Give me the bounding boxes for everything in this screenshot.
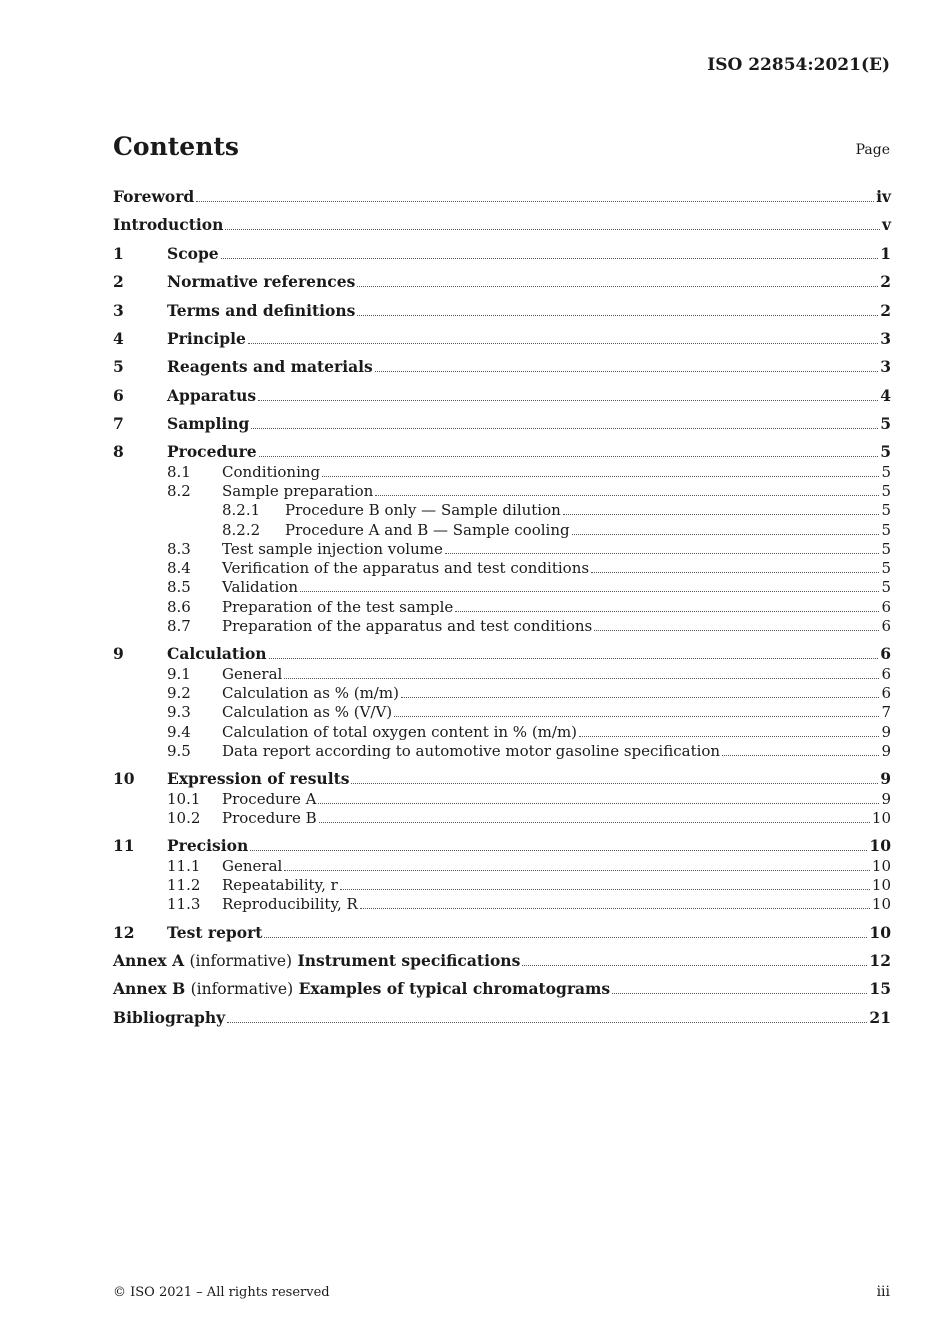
toc-entry-number: 1 <box>113 244 124 263</box>
toc-entry-page: 5 <box>881 501 891 519</box>
toc-entry-page: 9 <box>881 790 891 808</box>
toc-entry-label: Expression of results <box>167 769 350 788</box>
toc-entry-number: 10.1 <box>167 790 201 808</box>
toc-entry-9-1[interactable] <box>113 663 891 683</box>
toc-entry-page: 5 <box>881 559 891 577</box>
toc-entry-number: 3 <box>113 301 124 320</box>
toc-entry-page: 5 <box>881 463 891 481</box>
toc-entry-12[interactable] <box>113 922 891 942</box>
toc-entry-number: 8.6 <box>167 598 191 616</box>
annex-type: (informative) <box>189 952 293 970</box>
toc-entry-label: Validation <box>222 578 299 596</box>
toc-entry-number: 12 <box>113 923 135 942</box>
toc-entry-page: 10 <box>871 895 891 913</box>
toc-entry-page: 10 <box>869 923 891 942</box>
toc-entry-label: Calculation <box>167 644 267 663</box>
toc-entry-11-1[interactable] <box>113 855 891 875</box>
toc-entry-label: Normative references <box>167 272 356 291</box>
toc-entry-label: Procedure <box>167 442 257 461</box>
toc-entry-label: Sample preparation <box>222 482 374 500</box>
dot-leader <box>319 822 870 823</box>
toc-entry-1[interactable] <box>113 243 891 263</box>
toc-entry-page: 5 <box>880 414 891 433</box>
toc-entry-label <box>113 979 610 998</box>
dot-leader <box>591 572 879 573</box>
toc-entry-9-2[interactable] <box>113 682 891 702</box>
toc-entry-page: 10 <box>871 876 891 894</box>
toc-entry-8-6[interactable] <box>113 596 891 616</box>
toc-entry-label: Preparation of the apparatus and test conditions <box>222 617 593 635</box>
toc-entry-label: Introduction <box>113 215 224 234</box>
dot-leader <box>300 591 879 592</box>
toc-entry-label: Apparatus <box>167 386 257 405</box>
toc-entry-number: 9.4 <box>167 723 191 741</box>
toc-entry-8-2-1[interactable] <box>113 499 891 519</box>
toc-entry-label: Sampling <box>167 414 250 433</box>
toc-entry-10-2[interactable] <box>113 807 891 827</box>
toc-entry-label: Procedure A and B — Sample cooling <box>285 521 570 539</box>
toc-entry-page: 1 <box>880 244 891 263</box>
toc-entry-number: 8.4 <box>167 559 191 577</box>
toc-entry-page: 15 <box>869 979 891 998</box>
toc-entry-11-2[interactable] <box>113 874 891 894</box>
toc-entry-label: Precision <box>167 836 249 855</box>
toc-entry-annex-b[interactable] <box>113 978 891 998</box>
dot-leader <box>357 286 878 287</box>
toc-entry-8-4[interactable] <box>113 557 891 577</box>
dot-leader <box>401 697 880 698</box>
annex-id: Annex B <box>113 979 186 998</box>
dot-leader <box>264 937 867 938</box>
toc-entry-page: iv <box>876 187 891 206</box>
dot-leader <box>722 755 879 756</box>
toc-entry-number: 4 <box>113 329 124 348</box>
toc-entry-page: 10 <box>871 809 891 827</box>
toc-entry-label: Conditioning <box>222 463 321 481</box>
toc-entry-label: Principle <box>167 329 246 348</box>
dot-leader <box>248 343 878 344</box>
toc-entry-label: Reagents and materials <box>167 357 373 376</box>
toc-entry-8-2-2[interactable] <box>113 519 891 539</box>
toc-entry-label: Preparation of the test sample <box>222 598 454 616</box>
dot-leader <box>284 870 870 871</box>
dot-leader <box>563 514 880 515</box>
annex-title: Examples of typical chromatograms <box>298 979 611 998</box>
toc-entry-label: Procedure B only — Sample dilution <box>285 501 561 519</box>
toc-entry-number: 11.3 <box>167 895 201 913</box>
toc-entry-number: 8.1 <box>167 463 191 481</box>
dot-leader <box>284 678 879 679</box>
dot-leader <box>612 993 867 994</box>
annex-type: (informative) <box>190 980 294 998</box>
dot-leader <box>455 611 879 612</box>
toc-entry-number: 5 <box>113 357 124 376</box>
toc-entry-number: 11 <box>113 836 135 855</box>
toc-entry-label: Data report according to automotive motor gasoline specification <box>222 742 721 760</box>
dot-leader <box>221 258 879 259</box>
dot-leader <box>375 371 878 372</box>
dot-leader <box>225 229 880 230</box>
toc-entry-number: 9.2 <box>167 684 191 702</box>
toc-entry-label: Calculation as % (V/V) <box>222 703 393 721</box>
toc-entry-page: 9 <box>880 769 891 788</box>
toc-entry-label: Terms and definitions <box>167 301 356 320</box>
toc-entry-page: 6 <box>881 598 891 616</box>
toc-entry-8[interactable] <box>113 441 891 461</box>
toc-entry-number: 10 <box>113 769 135 788</box>
toc-entry-9-3[interactable] <box>113 701 891 721</box>
toc-entry-label: Scope <box>167 244 219 263</box>
toc-entry-8-7[interactable] <box>113 615 891 635</box>
toc-entry-label: Repeatability, r <box>222 876 338 894</box>
dot-leader <box>258 400 878 401</box>
toc-entry-page: 9 <box>881 742 891 760</box>
toc-entry-page: 6 <box>881 665 891 683</box>
toc-entry-page: 5 <box>881 540 891 558</box>
toc-entry-number: 9.1 <box>167 665 191 683</box>
dot-leader <box>357 315 878 316</box>
toc-entry-page: 10 <box>869 836 891 855</box>
dot-leader <box>572 534 880 535</box>
dot-leader <box>579 736 879 737</box>
toc-entry-page: 5 <box>881 578 891 596</box>
toc-entry-annex-a[interactable] <box>113 950 891 970</box>
toc-entry-number: 8.7 <box>167 617 191 635</box>
toc-entry-number: 9.5 <box>167 742 191 760</box>
toc-entry-label: Foreword <box>113 187 195 206</box>
annex-title: Instrument specifications <box>297 951 521 970</box>
annex-id: Annex A <box>113 951 185 970</box>
dot-leader <box>375 495 879 496</box>
toc-entry-page: 5 <box>881 521 891 539</box>
toc-entry-2[interactable] <box>113 271 891 291</box>
toc-entry-7[interactable] <box>113 413 891 433</box>
toc-entry-page: 21 <box>869 1008 891 1027</box>
toc-entry-label: Test sample injection volume <box>222 540 443 558</box>
dot-leader <box>594 630 879 631</box>
dot-leader <box>259 456 879 457</box>
dot-leader <box>250 850 867 851</box>
toc-entry-number: 7 <box>113 414 124 433</box>
dot-leader <box>227 1022 867 1023</box>
dot-leader <box>269 658 879 659</box>
toc-entry-number: 8.2.2 <box>222 521 261 539</box>
toc-entry-number: 9 <box>113 644 124 663</box>
toc-entry-introduction[interactable] <box>113 214 891 234</box>
toc-entry-page: 6 <box>881 617 891 635</box>
toc-entry-label: Test report <box>167 923 263 942</box>
toc-entry-8-5[interactable] <box>113 576 891 596</box>
dot-leader <box>522 965 867 966</box>
toc-entry-number: 11.1 <box>167 857 201 875</box>
toc-entry-number: 8.2 <box>167 482 191 500</box>
toc-entry-label: General <box>222 665 283 683</box>
toc-entry-number: 8.2.1 <box>222 501 261 519</box>
toc-entry-page: 3 <box>880 357 891 376</box>
toc-entry-page: 9 <box>881 723 891 741</box>
toc-entry-number: 6 <box>113 386 124 405</box>
toc-entry-label: Calculation as % (m/m) <box>222 684 399 702</box>
page-number: iii <box>876 1284 890 1300</box>
toc-entry-8-2[interactable] <box>113 480 891 500</box>
dot-leader <box>360 908 870 909</box>
toc-entry-page: 6 <box>880 644 891 663</box>
toc-entry-number: 10.2 <box>167 809 201 827</box>
toc-entry-page: 10 <box>871 857 891 875</box>
dot-leader <box>340 889 870 890</box>
toc-entry-bibliography[interactable] <box>113 1007 891 1027</box>
document-id: ISO 22854:2021(E) <box>707 55 890 75</box>
toc-entry-number: 8 <box>113 442 124 461</box>
dot-leader <box>196 201 874 202</box>
toc-entry-9-5[interactable] <box>113 740 891 760</box>
dot-leader <box>322 476 879 477</box>
toc-entry-8-1[interactable] <box>113 461 891 481</box>
copyright-notice: © ISO 2021 – All rights reserved <box>113 1285 330 1300</box>
toc-entry-label: Verification of the apparatus and test conditions <box>222 559 590 577</box>
toc-entry-label: Reproducibility, R <box>222 895 358 913</box>
toc-entry-page: 12 <box>869 951 891 970</box>
toc-entry-number: 9.3 <box>167 703 191 721</box>
page-column-label: Page <box>855 142 890 158</box>
toc-entry-4[interactable] <box>113 328 891 348</box>
toc-entry-9[interactable] <box>113 643 891 663</box>
toc-entry-label: General <box>222 857 283 875</box>
toc-entry-number: 2 <box>113 272 124 291</box>
toc-entry-page: 3 <box>880 329 891 348</box>
toc-entry-11-3[interactable] <box>113 893 891 913</box>
toc-entry-label: Bibliography <box>113 1008 226 1027</box>
toc-entry-11[interactable] <box>113 835 891 855</box>
dot-leader <box>445 553 880 554</box>
toc-entry-9-4[interactable] <box>113 721 891 741</box>
toc-entry-label: Calculation of total oxygen content in % (m/m) <box>222 723 578 741</box>
dot-leader <box>351 783 878 784</box>
toc-entry-page: 2 <box>880 272 891 291</box>
dot-leader <box>318 803 879 804</box>
toc-entry-number: 11.2 <box>167 876 201 894</box>
toc-entry-10-1[interactable] <box>113 788 891 808</box>
dot-leader <box>394 716 879 717</box>
toc-entry-page: 5 <box>880 442 891 461</box>
toc-entry-8-3[interactable] <box>113 538 891 558</box>
toc-entry-page: 4 <box>880 386 891 405</box>
toc-entry-label <box>113 951 520 970</box>
toc-entry-number: 8.5 <box>167 578 191 596</box>
toc-entry-page: 2 <box>880 301 891 320</box>
toc-entry-10[interactable] <box>113 768 891 788</box>
toc-entry-page: 7 <box>881 703 891 721</box>
toc-entry-label: Procedure A <box>222 790 317 808</box>
toc-entry-page: 5 <box>881 482 891 500</box>
toc-entry-page: v <box>881 215 891 234</box>
toc-entry-3[interactable] <box>113 300 891 320</box>
toc-entry-page: 6 <box>881 684 891 702</box>
toc-entry-number: 8.3 <box>167 540 191 558</box>
toc-entry-6[interactable] <box>113 385 891 405</box>
toc-entry-foreword[interactable] <box>113 186 891 206</box>
toc-entry-label: Procedure B <box>222 809 317 827</box>
toc-entry-5[interactable] <box>113 356 891 376</box>
contents-title: Contents <box>113 132 240 161</box>
dot-leader <box>251 428 878 429</box>
